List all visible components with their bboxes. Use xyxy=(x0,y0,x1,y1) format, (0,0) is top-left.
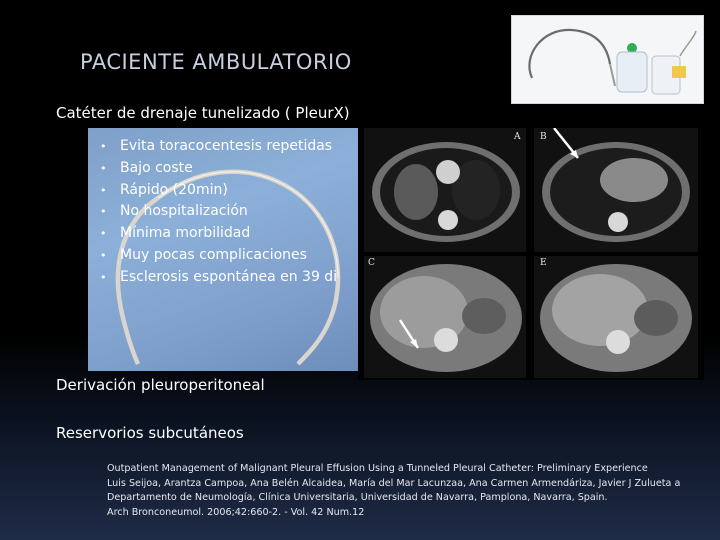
ct-panel-c xyxy=(364,256,526,378)
ct-panel-b xyxy=(534,128,698,252)
ct-panel-e xyxy=(534,256,698,378)
reference-citation: Arch Bronconeumol. 2006;42:660-2. - Vol. 42 Num.12 xyxy=(107,506,365,518)
bullet-text: Evita toracocentesis repetidas xyxy=(120,138,333,154)
reference-authors: Luis Seijoa, Arantza Campoa, Ana Belén Alcaidea, María del Mar Lacunzaa, Ana Carmen Armendárizа, Javier J Zulueta a xyxy=(107,477,681,489)
ct-abdomen-e xyxy=(534,256,698,378)
bullet-item xyxy=(100,267,337,289)
bullet-dot-icon: • xyxy=(100,270,107,284)
ct-label-b: B xyxy=(540,132,547,142)
bullet-list xyxy=(100,136,337,289)
pleurx-kit-photo xyxy=(511,15,704,104)
bullet-text: Esclerosis espontánea en 39 di xyxy=(120,268,338,285)
bullet-dot-icon: • xyxy=(100,140,107,153)
ct-label-c: C xyxy=(368,258,375,268)
ct-thorax-b xyxy=(534,128,698,252)
reference-affiliation: Departamento de Neumología, Clínica Universitaria, Universidad de Navarra, Pamplona, Navarra, Spain. xyxy=(107,492,608,503)
bullet-dot-icon: • xyxy=(100,183,107,197)
section-reservoirs: Reservorios subcutáneos xyxy=(56,424,244,442)
bullet-item xyxy=(100,180,337,202)
pleurx-kit-illustration xyxy=(512,16,703,103)
bullet-text: No hospitalización xyxy=(120,203,248,220)
bullet-item xyxy=(100,158,337,180)
ct-abdomen-c xyxy=(364,256,526,378)
bullet-dot-icon: • xyxy=(100,248,107,262)
bullet-text: Muy pocas complicaciones xyxy=(120,246,307,263)
slide-subtitle: Catéter de drenaje tunelizado ( PleurX) xyxy=(56,104,350,122)
bullet-item xyxy=(100,201,337,223)
ct-label-e: E xyxy=(540,258,547,268)
ct-scan-grid xyxy=(358,124,704,380)
bullet-dot-icon: • xyxy=(100,161,107,175)
ct-label-a: A xyxy=(514,132,521,142)
reference-block xyxy=(107,462,707,520)
reference-title: Outpatient Management of Malignant Pleural Effusion Using a Tunneled Pleural Catheter: Preliminary Experience xyxy=(107,463,648,474)
bullet-dot-icon: • xyxy=(100,227,107,241)
bullet-text: Mínima morbilidad xyxy=(120,225,251,242)
slide-title: PACIENTE AMBULATORIO xyxy=(80,50,352,74)
bullet-item xyxy=(100,245,337,267)
bullet-item xyxy=(100,136,337,158)
bullet-text: Bajo coste xyxy=(120,159,193,176)
bullet-item xyxy=(100,223,337,245)
ct-thorax-a xyxy=(364,128,526,252)
section-pleuroperitoneal: Derivación pleuroperitoneal xyxy=(56,376,265,394)
bullet-list-area xyxy=(96,134,352,294)
ct-panel-a xyxy=(364,128,526,252)
bullet-dot-icon: • xyxy=(100,205,107,219)
bullet-text: Rápido (20min) xyxy=(120,181,228,198)
